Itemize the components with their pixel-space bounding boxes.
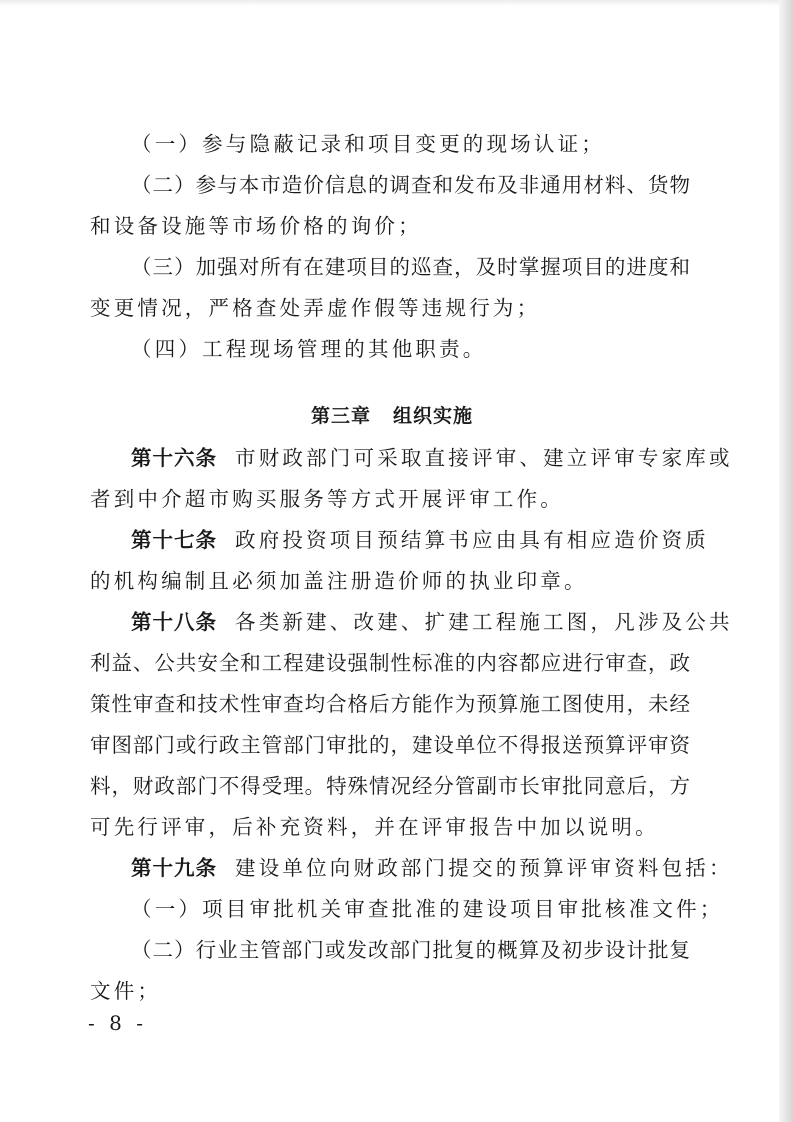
article-first-line [90,602,733,643]
chapter-title: 组织实施 [393,405,474,427]
document-body [90,124,733,1012]
item-2-paragraph [90,165,690,247]
item-1-paragraph [90,124,690,165]
scan-edge-shadow [779,0,793,1122]
article-label: 第十九条 [131,856,217,880]
article-16 [90,438,733,520]
article-label: 第十八条 [131,610,217,634]
chapter-number: 第三章 [310,405,371,427]
list-item: （二）行业主管部门或发改部门批复的概算及初步设计批复 [131,938,690,962]
chapter-spacer [90,370,690,394]
paragraph-line: 者到中介超市购买服务等方式开展评审工作。 [90,487,564,511]
paragraph-line: 的机构编制且必须加盖注册造价师的执业印章。 [90,569,588,593]
paragraph-line: 策性审查和技术性审查均合格后方能作为预算施工图使用，未经 [90,692,690,716]
paragraph-line: 文件； [90,979,162,1003]
paragraph-line: 和设备设施等市场价格的询价； [90,214,422,238]
article-label: 第十六条 [131,446,217,470]
article-first-line [90,848,733,889]
paragraph-line: （三）加强对所有在建项目的巡查，及时掌握项目的进度和 [131,255,690,279]
chapter-heading [90,394,690,438]
page-number: - 8 - [88,1011,147,1035]
article-label: 第十七条 [131,528,217,552]
paragraph-line: （二）参与本市造价信息的调查和发布及非通用材料、货物 [131,173,690,197]
paragraph-line: 审图部门或行政主管部门审批的，建设单位不得报送预算评审资 [90,733,690,757]
article-first-line [90,438,733,479]
paragraph-line: 变更情况，严格查处弄虚作假等违规行为； [90,296,541,320]
item-3-paragraph [90,247,690,329]
article-first-line [90,520,709,561]
paragraph-line: （一）参与隐蔽记录和项目变更的现场认证； [131,132,605,156]
scan-top-shadow [0,0,793,6]
paragraph-line: 利益、公共安全和工程建设强制性标准的内容都应进行审查，政 [90,651,690,675]
paragraph-line: 料，财政部门不得受理。特殊情况经分管副市长审批同意后，方 [90,774,690,798]
article-17 [90,520,709,602]
paragraph-line: 可先行评审，后补充资料，并在评审报告中加以说明。 [90,815,659,839]
list-item: （一）项目审批机关审查批准的建设项目审批核准文件； [131,897,724,921]
article-text: 建设单位向财政部门提交的预算评审资料包括： [235,856,733,880]
article-18 [90,602,733,848]
article-text: 市财政部门可采取直接评审、建立评审专家库或 [235,446,733,470]
article-19 [90,848,733,1012]
article-text: 政府投资项目预结算书应由具有相应造价资质 [235,528,709,552]
item-4-paragraph [90,329,690,370]
article-text: 各类新建、改建、扩建工程施工图，凡涉及公共 [235,610,733,634]
paragraph-line: （四）工程现场管理的其他职责。 [131,337,487,361]
